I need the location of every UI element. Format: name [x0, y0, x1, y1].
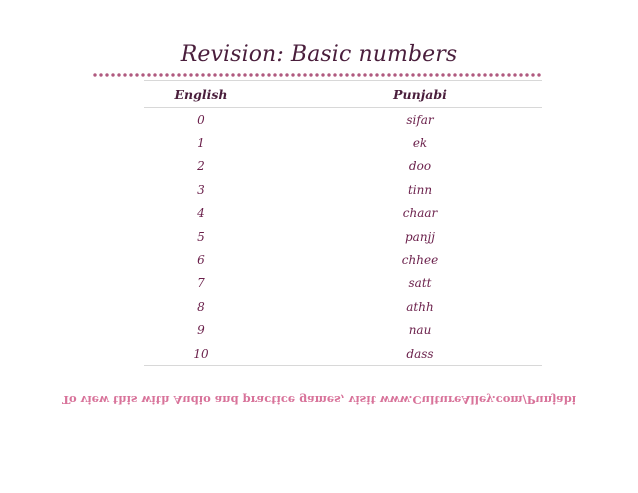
cell-punjabi: tinn	[407, 182, 433, 197]
cell-punjabi: ek	[412, 136, 428, 151]
header-english: English	[174, 86, 228, 102]
cell-english: 9	[197, 323, 205, 338]
cell-english: 8	[197, 299, 205, 314]
table-row	[144, 248, 542, 271]
table-row	[144, 155, 542, 178]
table-row	[144, 272, 542, 295]
table-row	[144, 319, 542, 342]
cell-english: 5	[197, 229, 205, 244]
cell-english: 6	[197, 253, 205, 268]
table-row	[144, 295, 542, 318]
table-bottom-rule	[144, 365, 542, 366]
cell-english: 10	[193, 346, 209, 361]
cell-english: 4	[197, 206, 205, 221]
dotted-divider	[92, 72, 542, 78]
table-header-row	[144, 81, 542, 107]
table-body	[144, 108, 542, 365]
table-row	[144, 131, 542, 154]
cell-english: 1	[197, 136, 205, 151]
cell-punjabi: dass	[406, 346, 434, 361]
cell-punjabi: chhee	[401, 253, 439, 268]
table-row	[144, 178, 542, 201]
table-row	[144, 202, 542, 225]
cell-punjabi: doo	[408, 159, 432, 174]
cell-english: 3	[197, 182, 205, 197]
table-row	[144, 342, 542, 365]
cell-english: 0	[197, 112, 205, 127]
cell-punjabi: nau	[408, 323, 432, 338]
cell-english: 2	[197, 159, 205, 174]
cell-english: 7	[197, 276, 205, 291]
mirrored-footer-text: To view this with Audio and practice games, visit www.CultureAlley.com/Punjabi	[61, 393, 577, 407]
header-punjabi: Punjabi	[393, 86, 447, 102]
numbers-table	[144, 80, 542, 366]
cell-punjabi: sifar	[406, 112, 434, 127]
cell-punjabi: panjj	[404, 229, 435, 244]
table-row	[144, 108, 542, 131]
cell-punjabi: satt	[408, 276, 432, 291]
table-row	[144, 225, 542, 248]
cell-punjabi: athh	[406, 299, 434, 314]
slide-title: Revision: Basic numbers	[180, 42, 458, 67]
cell-punjabi: chaar	[402, 206, 438, 221]
